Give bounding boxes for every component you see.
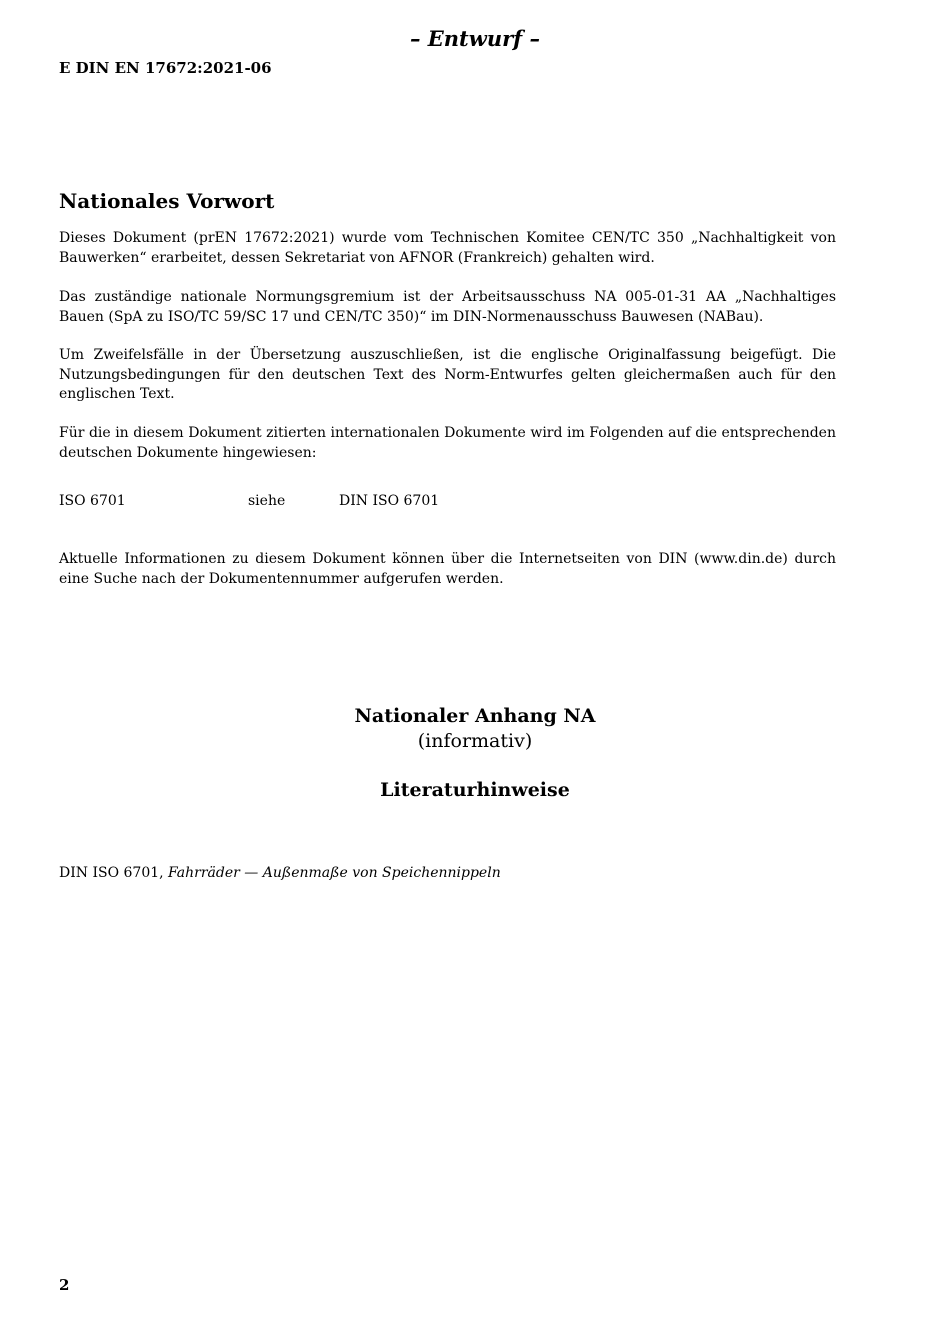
bibliography-standard: DIN ISO 6701,: [59, 865, 169, 881]
paragraph-committee: Dieses Dokument (prEN 17672:2021) wurde vom Technischen Komitee CEN/TC 350 „Nachhaltigkeit von Bauwerken“ erarbeitet, dessen Sekretariat von AFNOR (Frankreich) gehalten wird.: [59, 230, 836, 266]
bibliography-title: Literaturhinweise: [380, 779, 570, 801]
annex-title: Nationaler Anhang NA: [354, 705, 596, 727]
draft-watermark: – Entwurf –: [409, 26, 541, 51]
paragraph-references-intro: Für die in diesem Dokument zitierten internationalen Dokumente wird im Folgenden auf die entsprechenden deutschen Dokumente hingewiesen:: [59, 425, 836, 461]
paragraph-translation: Um Zweifelsfälle in der Übersetzung auszuschließen, ist die englische Originalfassung beigefügt. Die Nutzungsbedingungen für den deutschen Text des Norm-Entwurfes gelten gleichermaßen auch für den englischen Text.: [59, 347, 836, 402]
reference-relation: siehe: [248, 493, 286, 509]
paragraph-online-info: Aktuelle Informationen zu diesem Dokument können über die Internetseiten von DIN (www.din.de) durch eine Suche nach der Dokumentennummer aufgerufen werden.: [59, 551, 836, 587]
document-id: E DIN EN 17672:2021-06: [59, 59, 272, 77]
section-title-foreword: Nationales Vorwort: [59, 189, 275, 213]
reference-row: [59, 492, 836, 512]
reference-international: ISO 6701: [59, 493, 126, 509]
annex-subtitle: (informativ): [417, 730, 533, 752]
bibliography-entry: [59, 864, 501, 884]
page-number: 2: [59, 1276, 70, 1294]
paragraph-national-body: Das zuständige nationale Normungsgremium ist der Arbeitsausschuss NA 005-01-31 AA „Nachhaltiges Bauen (SpA zu ISO/TC 59/SC 17 und CEN/TC 350)“ im DIN-Normenausschuss Bauwesen (NABau).: [59, 289, 836, 325]
reference-national: DIN ISO 6701: [339, 493, 440, 509]
bibliography-title-text: Fahrräder — Außenmaße von Speichennippeln: [168, 865, 501, 881]
